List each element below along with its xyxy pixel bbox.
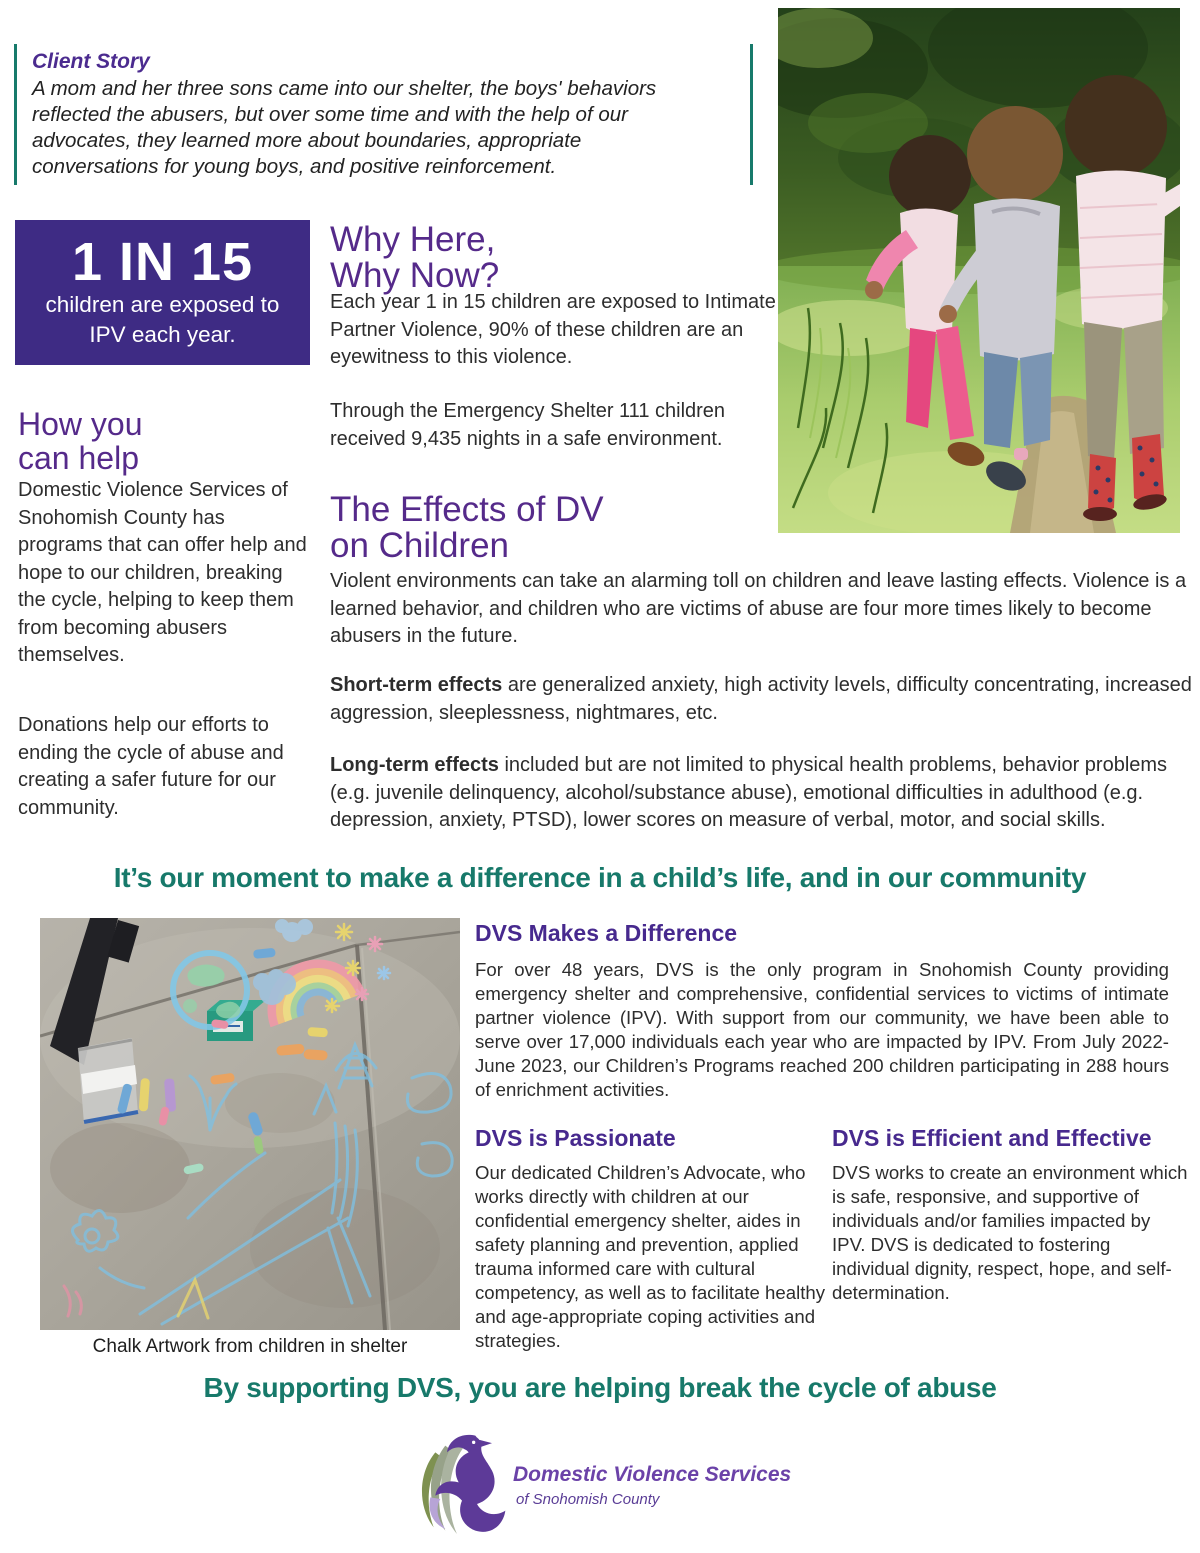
- how-help-para2: Donations help our efforts to ending the cycle of abuse and creating a safer future for our community.: [18, 714, 284, 819]
- chalk-photo-caption: Chalk Artwork from children in shelter: [92, 1336, 408, 1357]
- why-here-para1: Each year 1 in 15 children are exposed to Intimate Partner Violence, 90% of these children are an eyewitness to this violence.: [330, 291, 776, 368]
- effects-long-term: [330, 752, 1195, 835]
- dvs-passionate-body: Our dedicated Children’s Advocate, who works directly with children at our confidential emergency shelter, aides in safety planning and prevention, applied trauma informed care with cultural competency, as well as to facilitate healthy and age-appropriate coping activities and strategies.: [475, 1162, 826, 1351]
- client-story-title: Client Story: [32, 50, 150, 73]
- photo-chalk-artwork: [40, 918, 460, 1330]
- how-help-heading-line2: can help: [18, 440, 139, 476]
- dvs-efficient-heading: DVS is Efficient and Effective: [832, 1125, 1152, 1151]
- dvs-efficient-body: DVS works to create an environment which is safe, responsive, and supportive of individuals and/or families impacted by IPV. DVS is dedicated to fostering individual dignity, respect, hope, and self-determination.: [832, 1162, 1188, 1303]
- how-help-heading-line1: How you: [18, 406, 143, 442]
- client-story-body: A mom and her three sons came into our shelter, the boys' behaviors reflected the abusers, but over some time and with the help of our advocates, they learned more about boundaries, appropriate conversations for young boys, and positive reinforcement.: [32, 77, 657, 178]
- short-term-label: Short-term effects: [330, 674, 503, 696]
- dvs-difference-heading: DVS Makes a Difference: [475, 920, 738, 946]
- effects-heading: [330, 492, 604, 564]
- how-help-para1: Domestic Violence Services of Snohomish County has programs that can offer help and hope to our children, breaking the cycle, helping to keep them from becoming abusers themselves.: [18, 479, 307, 666]
- why-here-heading: [330, 222, 499, 294]
- children-walking-illustration: [778, 8, 1180, 533]
- effects-heading-line1: The Effects of DV: [330, 490, 604, 529]
- chalk-artwork-illustration: [40, 918, 460, 1330]
- how-help-heading: [18, 407, 143, 475]
- support-banner: By supporting DVS, you are helping break the cycle of abuse: [203, 1372, 997, 1403]
- stat-box: [15, 220, 310, 365]
- logo-subtitle: of Snohomish County: [516, 1491, 660, 1508]
- why-here-para2: Through the Emergency Shelter 111 children received 9,435 nights in a safe environment.: [330, 400, 726, 450]
- why-here-heading-line1: Why Here,: [330, 220, 496, 259]
- effects-heading-line2: on Children: [330, 526, 509, 565]
- dustpan: [78, 1038, 138, 1124]
- why-here-heading-line2: Why Now?: [330, 256, 500, 295]
- dvs-logo: [412, 1432, 512, 1550]
- moment-banner: It’s our moment to make a difference in a child’s life, and in our community: [113, 862, 1087, 893]
- client-story-right-rule: [750, 44, 753, 185]
- stat-line-1: children are exposed to: [45, 292, 280, 317]
- stat-number: 1 IN 15: [71, 232, 254, 292]
- long-term-text: included but are not limited to physical health problems, behavior problems (e.g. juvenile delinquency, alcohol/substance abuse), emotional difficulties in adulthood (e.g. depression, anxiety, PTSD), lower scores on measure of verbal, motor, and social skills.: [330, 754, 1168, 831]
- client-story-left-rule: [14, 44, 17, 185]
- photo-children-walking: [778, 8, 1180, 533]
- stat-line-2: IPV each year.: [89, 322, 236, 347]
- effects-para1: Violent environments can take an alarming toll on children and leave lasting effects. Violence is a learned behavior, and children who are victims of abuse are four more times likely to become abusers in the future.: [330, 570, 1187, 647]
- dvs-logo-bird-icon: [412, 1432, 512, 1536]
- effects-short-term: [330, 672, 1195, 727]
- dvs-passionate-heading: DVS is Passionate: [475, 1125, 676, 1151]
- long-term-label: Long-term effects: [330, 754, 499, 776]
- dvs-difference-body: For over 48 years, DVS is the only program in Snohomish County providing emergency shelter and comprehensive, confidential services to victims of intimate partner violence (IPV). With support from our community, we have been able to serve over 17,000 individuals each year who are impacted by IPV. From July 2022-June 2023, our Children’s Programs reached 200 children participating in 288 hours of enrichment activities.: [475, 959, 1169, 1100]
- short-term-text: are generalized anxiety, high activity levels, difficulty concentrating, increased aggression, sleeplessness, nightmares, etc.: [330, 674, 1192, 724]
- logo-name: Domestic Violence Services: [513, 1463, 792, 1486]
